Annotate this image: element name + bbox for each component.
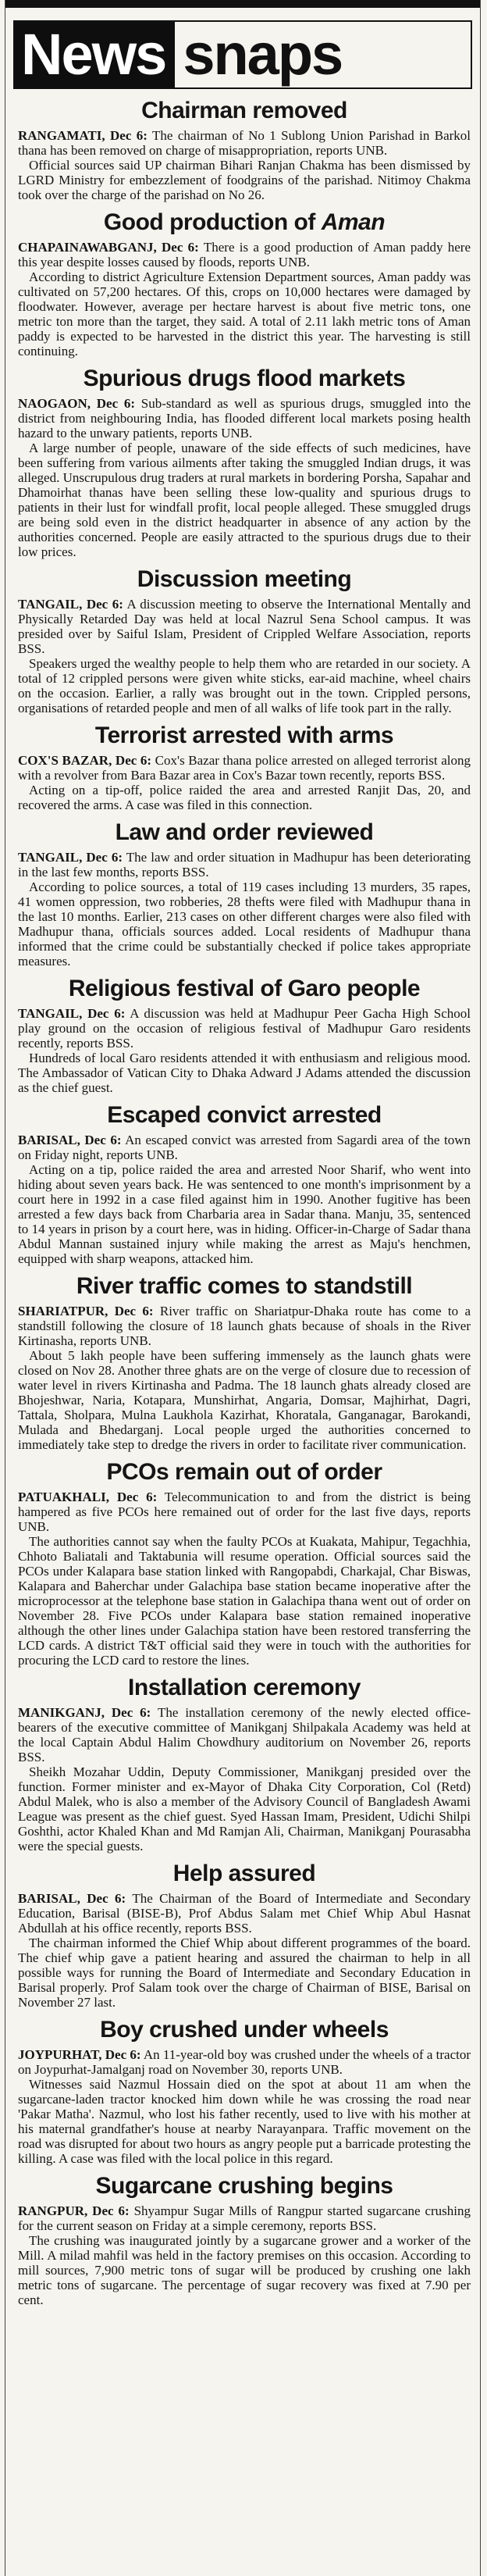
article-spurious-drugs [5,365,480,559]
article-paragraph [18,240,471,269]
article-paragraph: Sheikh Mozahar Uddin, Deputy Commissioner, Manikganj presided over the function. Former minister and ex-Mayor of Dhaka City Corporation, Col (Retd) Abdul Malek, who is also a member of the Advisory Council of Bangladesh Awami League was present as the chief guest. Syed Hassan Imam, President, Udichi Shilpi Goshthi, actor Khaled Khan and Md Ramjan Ali, Chairman, Manikganj Pourasabha were the special guests. [18,1764,471,1854]
headline: Law and order reviewed [115,819,374,845]
paragraph-text: The chairman of No 1 Sublong Union Parishad in Barkol thana has been removed on charge of misappropriation, reports UNB. [18,128,471,158]
article-paragraph: A large number of people, unaware of the side effects of such medicines, have been suffering from various ailments after taking the smuggled Indian drugs, it was alleged. Unscrupulous drug traders at rural markets in bordering Porsha, Sapahar and Dhamoirhat thanas have been selling these low-quality and spurious drugs to patients in their lust for windfall profit, local people alleged. These smuggled drugs are being sold even in the district headquarter in absence of any action by the authorities concerned. People are easily attracted to the spurious drugs due to their low prices. [18,441,471,559]
paragraph-text: An 11-year-old boy was crushed under the wheels of a tractor on Joypurhat-Jamalganj road on November 30, reports UNB. [18,2047,471,2077]
article-installation-ceremony [5,1674,480,1854]
article-sugarcane-crushing [5,2172,480,2307]
headline: River traffic comes to standstill [76,1273,413,1299]
paragraph-text: The installation ceremony of the newly elected office-bearers of the executive committee of Manikganj Shilpakala Academy was held at the local Captain Abdul Halim Chowdhury auditorium on November 26, reports BSS. [18,1705,471,1764]
paragraph-text: Cox's Bazar thana police arrested on alleged terrorist along with a revolver from Bara Bazar area in Cox's Bazar town recently, reports BSS. [18,753,471,783]
article-law-and-order [5,819,480,969]
paragraph-text: Telecommunication to and from the district is being hampered as five PCOs here remained out of order for the last five days, reports UNB. [18,1490,471,1534]
dateline: TANGAIL, Dec 6: [18,850,123,865]
article-paragraph: The chairman informed the Chief Whip about different programmes of the board. The chief whip gave a patient hearing and assured the chairman to help in all possible ways for running the Board of Intermediate and Secondary Education in Barisal properly. Prof Salam took over the charge of Chairman of BISE, Barisal on November 27 last. [18,1936,471,2010]
headline: Terrorist arrested with arms [94,722,394,748]
dateline: RANGPUR, Dec 6: [18,2203,130,2218]
masthead-banner [13,20,472,89]
headline: Spurious drugs flood markets [83,366,406,391]
article-discussion-meeting [5,566,480,715]
dateline: COX'S BAZAR, Dec 6: [18,753,152,768]
top-rule [5,0,480,8]
headline: Discussion meeting [137,566,352,592]
article-paragraph: Witnesses said Nazmul Hossain died on the spot at about 11 am when the sugarcane-laden tractor knocked him down while he was crossing the road near 'Pakar Matha'. Nazmul, who lost his father recently, used to live with his mother at his maternal grandfather's house at nearby Narayanpara. Traffic movement on the road was disrupted for about two hours as angry people put a barricade protesting the killing. A case was filed with the local police in this regard. [18,2077,471,2166]
headline-emphasis: Aman [321,209,386,235]
article-paragraph [18,1304,471,1348]
article-aman-production [5,209,480,359]
article-paragraph [18,128,471,158]
headline: Boy crushed under wheels [100,2017,389,2043]
article-paragraph [18,1133,471,1162]
article-paragraph [18,1490,471,1534]
article-pcos-out-of-order [5,1458,480,1668]
headline: PCOs remain out of order [106,1459,382,1485]
dateline: JOYPURHAT, Dec 6: [18,2047,141,2062]
article-river-traffic [5,1272,480,1452]
article-paragraph [18,753,471,783]
dateline: TANGAIL, Dec 6: [18,1006,126,1021]
article-paragraph [18,1705,471,1764]
article-paragraph: Acting on a tip, police raided the area and arrested Noor Sharif, who went into hiding about seven years back. He was sentenced to one month's imprisonment by a court here in 1992 in a case filed against him in 1990. Another fugitive has been arrested a few days back from Charbaria area in Sadar thana. Manju, 35, sentenced to 14 years in prison by a court here, was in hiding. Officer-in-Charge of Sadar thana Abdul Mannan sustained injury while making the arrest as Maju's henchmen, equipped with sharp weapons, attacked him. [18,1162,471,1266]
dateline: CHAPAINAWABGANJ, Dec 6: [18,240,199,255]
article-paragraph [18,1006,471,1051]
paragraph-text: There is a good production of Aman paddy here this year despite losses caused by floods, reports UNB. [18,240,471,269]
article-paragraph: The authorities cannot say when the faulty PCOs at Kuakata, Mahipur, Tegachhia, Chhoto Baliatali and Taktabunia will resume operation. Official sources said the PCOs under Kalapara base station linked with Rangopabdi, Charkajal, Char Biswas, Kalapara and Baherchar under Galachipa base station became inoperative after the microprocessor at the telephone base station in Galachipa thana went out of order on November 28. Five PCOs under Kalapara base station remained inoperative although the other lines under Galachipa station have been restored transferring the LCD cards. A district T&T official said they were in touch with the authorities for procuring the LCD card to restore the lines. [18,1534,471,1668]
dateline: BARISAL, Dec 6: [18,1133,122,1147]
article-paragraph [18,1891,471,1936]
dateline: SHARIATPUR, Dec 6: [18,1304,154,1318]
paragraph-text: A discussion was held at Madhupur Peer Gacha High School play ground on the occasion of religious festival of Madhupur Garo residents recently, reports BSS. [18,1006,471,1051]
article-paragraph [18,850,471,879]
article-paragraph: According to district Agriculture Extension Department sources, Aman paddy was cultivated on 57,200 hectares. Of this, crops on 10,000 hectares were damaged by floodwater. However, average per hectare harvest is about five metric tons, one metric ton more than the target, they said. A total of 2.11 lakh metric tons of Aman paddy is expected to be harvested in the district this year. The harvesting is still continuing. [18,269,471,359]
headline: Help assured [172,1861,316,1886]
dateline: MANIKGANJ, Dec 6: [18,1705,151,1720]
dateline: RANGAMATI, Dec 6: [18,128,148,143]
article-paragraph: According to police sources, a total of 119 cases including 13 murders, 35 rapes, 41 women oppression, two robberies, 28 thefts were filed with Madhupur thana in the last 10 months. Earlier, 213 cases on other different charges were also filed with Madhupur thana, officials sources added. Local residents of Madhupur thana informed that the crime could be substantially checked if police takes appropriate measures. [18,879,471,969]
headline: Chairman removed [141,98,347,123]
headline [18,209,471,237]
paragraph-text: The Chairman of the Board of Intermediate and Secondary Education, Barisal (BISE-B), Prof Abdus Salam met Chief Whip Abul Hasnat Abdullah at his office recently, reports BSS. [18,1891,471,1936]
paragraph-text: A discussion meeting to observe the International Mentally and Physically Retarded Day was held at local Nazrul Sena School campus. It was presided over by Saiful Islam, President of Crippled Welfare Association, reports BSS. [18,597,471,656]
article-paragraph: About 5 lakh people have been suffering immensely as the launch ghats were closed on Nov 28. Another three ghats are on the verge of closure due to recession of water level in rivers Kirtinasha and Padma. The 18 launch ghats already closed are Bhojeshwar, Naria, Kotapara, Munshirhat, Angaria, Domsar, Majhirhat, Dagri, Tattala, Sholpara, Mulna Laukhola Kazirhat, Khoratala, Ganganagar, Barokandi, Mulada and Bhedarganj. Local people urged the authorities concerned to immediately take step to dredge the rivers in order to facilitate river communication. [18,1348,471,1452]
article-paragraph [18,396,471,441]
article-paragraph: Hundreds of local Garo residents attended it with enthusiasm and religious mood. The Ambassador of Vatican City to Dhaka Adward J Adams attended the discussion as the chief guest. [18,1051,471,1095]
masthead-snaps: snaps [175,22,471,87]
article-terrorist-arrested [5,722,480,812]
masthead-news: News [15,22,175,87]
dateline: TANGAIL, Dec 6: [18,597,123,612]
article-paragraph: Official sources said UP chairman Bihari Ranjan Chakma has been dismissed by LGRD Ministry for embezzlement of foodgrains of the parishad. Nitimoy Chakma took over the charge of the parishad on No 26. [18,158,471,202]
headline-text: Good production of [103,209,315,235]
article-paragraph [18,2203,471,2233]
article-help-assured [5,1860,480,2010]
dateline: BARISAL, Dec 6: [18,1891,126,1906]
dateline: NAOGAON, Dec 6: [18,396,136,411]
dateline: PATUAKHALI, Dec 6: [18,1490,158,1504]
article-paragraph [18,597,471,656]
article-garo-festival [5,975,480,1095]
paragraph-text: An escaped convict was arrested from Sagardi area of the town on Friday night, reports UNB. [18,1133,471,1162]
headline: Sugarcane crushing begins [95,2173,393,2199]
article-paragraph: Speakers urged the wealthy people to help them who are retarded in our society. A total of 12 crippled persons were given white sticks, ear-aid machine, wheel chairs on the occasion. Earlier, a rally was brought out in the town. Crippled persons, organisations of retarded people and men of all walks of life took part in the rally. [18,656,471,715]
paragraph-text: Shyampur Sugar Mills of Rangpur started sugarcane crushing for the current season on Friday at a simple ceremony, reports BSS. [18,2203,471,2233]
article-paragraph: Acting on a tip-off, police raided the area and arrested Ranjit Das, 20, and recovered the arms. A case was filed in this connection. [18,783,471,812]
paragraph-text: River traffic on Shariatpur-Dhaka route has come to a standstill following the closure of 18 launch ghats because of shoals in the River Kirtinasha, reports UNB. [18,1304,471,1348]
article-paragraph [18,2047,471,2077]
paragraph-text: Sub-standard as well as spurious drugs, smuggled into the district from neighbouring India, has flooded different local markets posing health hazard to the unwary patients, reports UNB. [18,396,471,441]
article-escaped-convict [5,1101,480,1266]
article-paragraph: The crushing was inaugurated jointly by a sugarcane grower and a worker of the Mill. A milad mahfil was held in the factory premises on this occasion. According to mill sources, 7,900 metric tons of sugar will be produced by crushing one lakh metric tons of sugarcane. The percentage of sugar recovery was fixed at 7.90 per cent. [18,2233,471,2307]
headline: Escaped convict arrested [107,1102,382,1128]
newspaper-column [5,0,481,2576]
headline: Religious festival of Garo people [68,976,421,1001]
headline: Installation ceremony [128,1675,361,1700]
article-boy-crushed [5,2016,480,2166]
paragraph-text: The law and order situation in Madhupur has been deteriorating in the last few months, reports BSS. [18,850,471,879]
article-chairman-removed [5,97,480,202]
